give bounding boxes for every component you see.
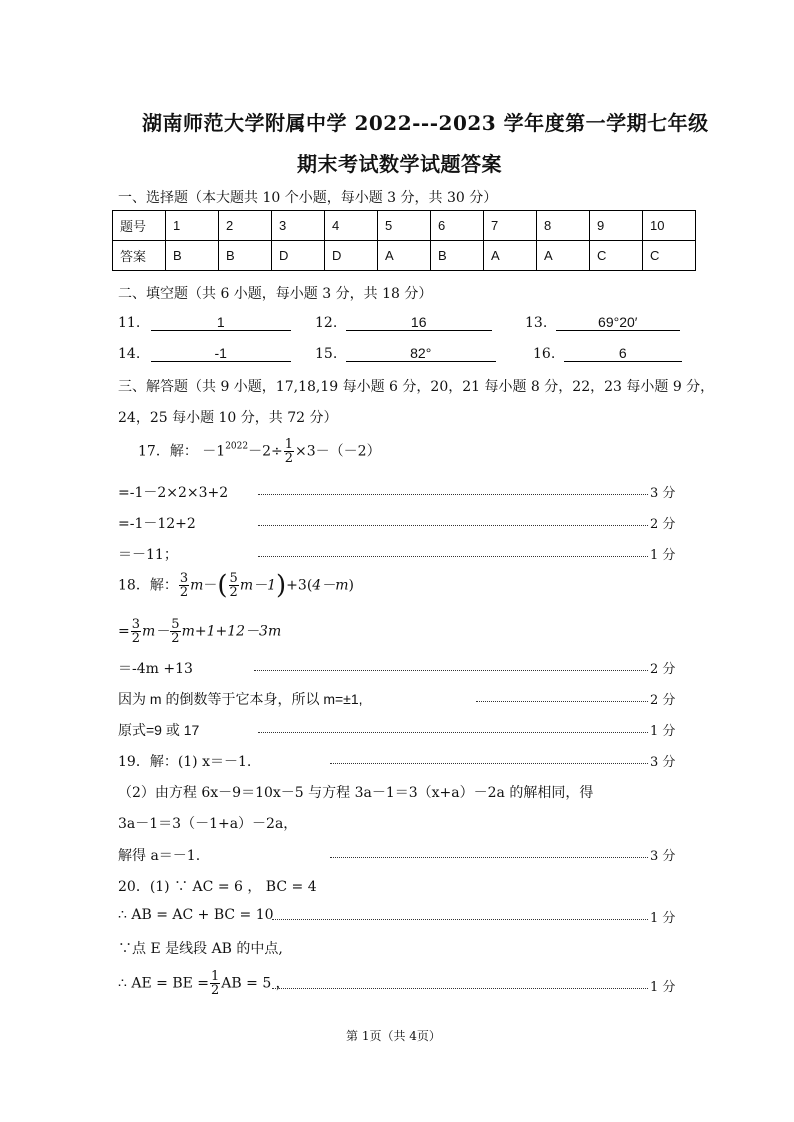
numerator: 3 <box>179 571 189 586</box>
q19-line-1: 19．解：(1) x＝－1. <box>118 754 252 770</box>
q19-line-1-score: 3 分 <box>650 755 676 770</box>
numerator: 5 <box>171 617 180 632</box>
table-cell: 1 <box>166 211 219 241</box>
q17-step-3: ＝－11； <box>118 547 178 563</box>
equals: = <box>118 623 130 640</box>
q18-line-3: ＝-4m +13 <box>118 661 193 677</box>
numerator: 1 <box>211 969 220 984</box>
numerator: 3 <box>131 617 141 632</box>
fill-answer: 1 <box>151 314 291 331</box>
fill-item-12 <box>315 314 492 331</box>
table-cell: A <box>537 241 590 271</box>
expr-b: AB = 5 ， <box>221 975 290 992</box>
title-line-1: 湖南师范大学附属中学 2022---2023 学年度第一学期七年级 <box>142 111 709 135</box>
q18-line-4: 因为 m 的倒数等于它本身，所以 m=±1, <box>118 691 363 707</box>
paren-open: ( <box>217 570 228 601</box>
q17-step-1: =-1－2×2×3+2 <box>118 485 229 501</box>
q19-line-4-score: 3 分 <box>650 849 676 864</box>
fill-item-13 <box>525 314 680 331</box>
leader-dots <box>258 525 648 526</box>
denominator: 2 <box>284 451 294 466</box>
operator: － <box>203 577 218 594</box>
q20-line-3: ∵点 E 是线段 AB 的中点, <box>118 941 283 957</box>
fill-number: 12. <box>315 315 338 331</box>
fill-number: 13. <box>525 315 548 331</box>
fraction <box>170 618 180 645</box>
q18-line-1: 18．解： $\frac{3}{2}$ m－( $\frac{5}{2}$ m－1)+3(4－m) <box>118 570 354 601</box>
section3-heading-line2: 24，25 每小题 10 分，共 72 分） <box>118 410 338 426</box>
fill-number: 16. <box>533 346 556 362</box>
q17-step-1-score: 3 分 <box>650 486 676 501</box>
q17-exponent: 2022 <box>225 441 249 452</box>
fill-answer: 82° <box>346 345 496 362</box>
leader-dots <box>476 701 648 702</box>
table-cell: B <box>219 241 272 271</box>
variable: m <box>190 577 204 594</box>
table-cell: 7 <box>484 211 537 241</box>
table-row-answers <box>113 241 696 271</box>
denominator: 2 <box>179 585 189 600</box>
q18-line-5-score: 1 分 <box>650 724 676 739</box>
leader-dots <box>272 919 648 920</box>
table-cell: D <box>272 241 325 271</box>
section2-heading: 二、填空题（共 6 小题，每小题 3 分，共 18 分） <box>118 286 433 302</box>
table-row-numbers <box>113 211 696 241</box>
fill-number: 15. <box>315 346 338 362</box>
fill-item-16 <box>533 345 682 362</box>
table-cell: 5 <box>378 211 431 241</box>
denominator: 2 <box>131 631 141 646</box>
leader-dots <box>272 988 648 989</box>
q17-problem <box>138 438 381 465</box>
fraction <box>210 970 220 997</box>
q17-step-2: =-1－12+2 <box>118 516 196 532</box>
table-cell: 9 <box>590 211 643 241</box>
table-cell: 4 <box>325 211 378 241</box>
paren-close: ) <box>276 570 287 601</box>
page-footer: 第 1页（共 4页） <box>346 1029 441 1043</box>
q18-line-2 <box>118 618 281 645</box>
fraction <box>131 618 141 645</box>
title-line-2: 期末考试数学试题答案 <box>297 152 502 176</box>
q18-line-4-score: 2 分 <box>650 693 676 708</box>
tail-expr: +3 <box>286 577 307 594</box>
expr-tail: m+1+12－3m <box>181 623 282 640</box>
denominator: 2 <box>229 585 238 600</box>
q17-intro: 17．解： <box>138 443 198 460</box>
q17-step-2-score: 2 分 <box>650 517 676 532</box>
leader-dots <box>258 732 648 733</box>
denominator: 2 <box>211 983 220 998</box>
fill-number: 11. <box>118 315 141 331</box>
fill-item-14 <box>118 345 291 362</box>
section3-heading-line1: 三、解答题（共 9 小题，17,18,19 每小题 6 分，20，21 每小题 8 分，22，23 每小题 9 分， <box>118 379 715 395</box>
table-cell: 10 <box>643 211 696 241</box>
table-cell: B <box>431 241 484 271</box>
table-cell: D <box>325 241 378 271</box>
q17-expr-c: ×3－（－2） <box>295 443 381 460</box>
leader-dots <box>258 556 648 557</box>
table-row-label: 题号 <box>113 211 166 241</box>
denominator: 2 <box>171 631 180 646</box>
q17-expr-a: －1 <box>202 443 226 460</box>
table-cell: A <box>378 241 431 271</box>
q19-line-4: 解得 a＝－1. <box>118 848 201 864</box>
table-cell: A <box>484 241 537 271</box>
fill-answer: -1 <box>151 345 291 362</box>
table-cell: 2 <box>219 211 272 241</box>
leader-dots <box>254 670 648 671</box>
leader-dots <box>330 763 648 764</box>
q18-line-3-score: 2 分 <box>650 662 676 677</box>
table-cell: C <box>643 241 696 271</box>
q17-step-3-score: 1 分 <box>650 548 676 563</box>
table-row-label: 答案 <box>113 241 166 271</box>
table-cell: 3 <box>272 211 325 241</box>
table-cell: 8 <box>537 211 590 241</box>
q17-fraction <box>284 438 294 465</box>
q20-line-2: ∴ AB = AC + BC = 10 <box>118 907 274 923</box>
table-cell: C <box>590 241 643 271</box>
q19-line-3: 3a－1＝3（－1+a）－2a， <box>118 816 298 832</box>
answer-table <box>112 210 696 271</box>
q19-line-2: （2）由方程 6x－9＝10x－5 与方程 3a－1＝3（x+a）－2a 的解相同，得 <box>118 785 594 801</box>
fraction <box>179 572 189 599</box>
q20-line-1: 20．(1) ∵ AC = 6 ， BC = 4 <box>118 879 317 895</box>
tail-inner: 4－m <box>312 577 349 594</box>
leader-dots <box>330 857 648 858</box>
q20-line-4 <box>118 970 290 997</box>
leader-dots <box>258 494 648 495</box>
fraction <box>229 572 239 599</box>
fill-number: 14. <box>118 346 141 362</box>
fill-item-11 <box>118 314 291 331</box>
expr-a: ∴ AE = BE = <box>118 975 210 992</box>
fill-answer: 16 <box>346 314 492 331</box>
q20-line-2-score: 1 分 <box>650 911 676 926</box>
numerator: 5 <box>229 571 238 586</box>
q18-intro: 18．解： <box>118 577 178 594</box>
inner-expr: m－1 <box>239 577 277 594</box>
fill-answer: 69°20′ <box>556 314 680 331</box>
table-cell: 6 <box>431 211 484 241</box>
q20-line-4-score: 1 分 <box>650 980 676 995</box>
numerator: 1 <box>284 437 294 452</box>
section1-heading: 一、选择题（本大题共 10 个小题，每小题 3 分，共 30 分） <box>118 190 498 206</box>
fill-item-15 <box>315 345 496 362</box>
table-cell: B <box>166 241 219 271</box>
q18-line-5: 原式=9 或 17 <box>118 722 200 738</box>
expr: m－ <box>142 623 170 640</box>
q17-expr-b: －2÷ <box>248 443 283 460</box>
fill-answer: 6 <box>564 345 682 362</box>
